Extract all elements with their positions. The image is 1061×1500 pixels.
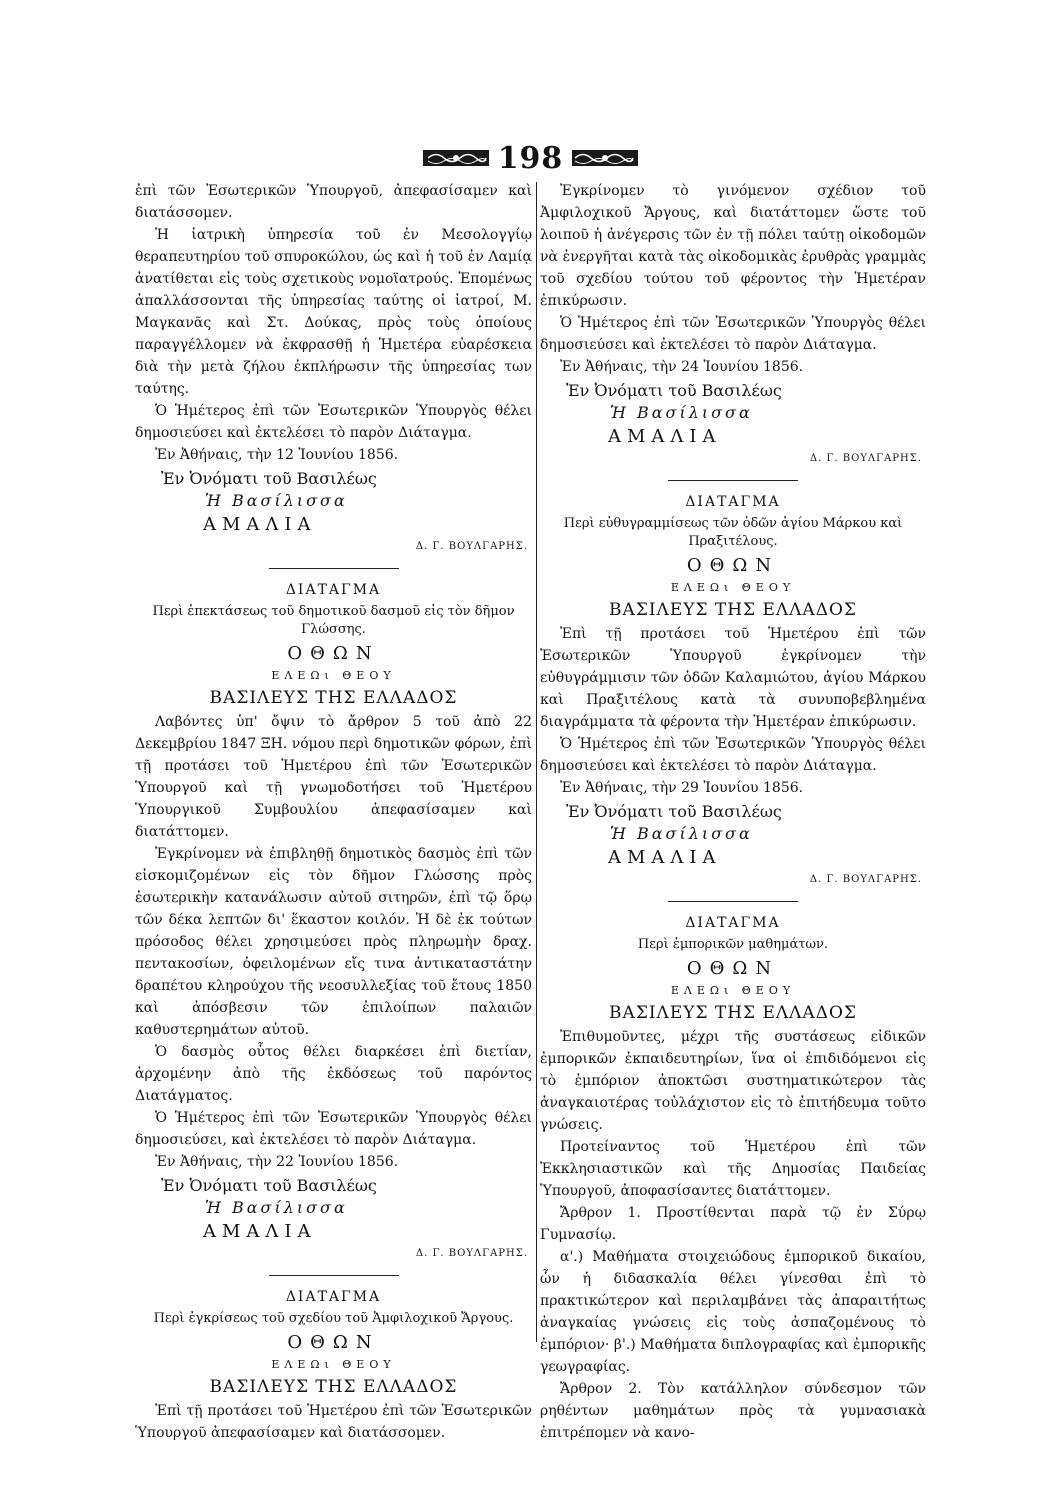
signature-title: Ἡ Βασίλισσα xyxy=(610,403,753,422)
paragraph: Ἐγκρίνομεν νὰ ἐπιβληθῇ δημοτικὸς δασμὸς ἐπὶ τῶν εἰσκομιζομένων εἰς τὸν δῆμον Γλώσσης πρὸς ἐσωτερικὴν κατανάλωσιν αὐτοῦ σιτηρῶν, ἐπὶ τῷ ὅρῳ τῶν δέκα λεπτῶν δι' ἕκαστον κοιλόν. Ἡ δὲ ἐκ τούτων πρόσοδος θέλει χρησιμεύσει πρὸς πληρωμὴν δραχ. πεντακοσίων, ὀφειλομένων εἴς τινα ἀντικαταστάτην δραπέτου κληρούχου τῆς νεοσυλλεξίας τοῦ ἔτους 1850 καὶ ἀπόσβεσιν τῶν ἐπιλοίπων παλαιῶν καθυστερημάτων αὐτοῦ. xyxy=(135,846,532,1038)
paragraph: Ὁ δασμὸς οὗτος θέλει διαρκέσει ἐπὶ διετίαν, ἀρχομένην ἀπὸ τῆς ἐκδόσεως τοῦ παρόντος Διατάγματος. xyxy=(135,1044,532,1104)
king-title: ΒΑΣΙΛΕΥΣ ΤΗΣ ΕΛΛΑΔΟΣ xyxy=(609,600,857,620)
decree-subtitle: Περὶ εὐθυγραμμίσεως τῶν ὁδῶν ἁγίου Μάρκου καὶ Πραξιτέλους. xyxy=(563,516,903,549)
signature-heading: Ἐν Ὀνόματι τοῦ Βασιλέως xyxy=(161,1176,377,1195)
paragraph: Ὁ Ἡμέτερος ἐπὶ τῶν Ἐσωτερικῶν Ὑπουργὸς θέλει δημοσιεύσει, καὶ ἐκτελέσει τὸ παρὸν Διάταγμα. xyxy=(135,1110,532,1148)
paragraph: Ἄρθρον 1. Προστίθενται παρὰ τῷ ἐν Σύρῳ Γυμνασίῳ. xyxy=(540,1205,926,1243)
paragraph: Ὁ Ἡμέτερος ἐπὶ τῶν Ἐσωτερικῶν Ὑπουργὸς θέλει δημοσιεύσει καὶ ἐκτελέσει τὸ παρὸν Διάταγμα. xyxy=(135,403,532,441)
paragraph: Ἄρθρον 2. Τὸν κατάλληλον σύνδεσμον τῶν ρηθέντων μαθημάτων πρὸς τὰ γυμνασιακὰ ἐπιτρέπομεν νὰ κανο- xyxy=(540,1381,926,1441)
decree-title: ΔΙΑΤΑΓΜΑ xyxy=(685,494,781,510)
section-divider xyxy=(269,568,399,569)
paragraph: Ἐπὶ τῇ προτάσει τοῦ Ἡμετέρου ἐπὶ τῶν Ἐσωτερικῶν Ὑπουργοῦ ἀπεφασίσαμεν καὶ διατάσσομεν. xyxy=(135,1403,532,1441)
king-title: ΒΑΣΙΛΕΥΣ ΤΗΣ ΕΛΛΑΔΟΣ xyxy=(209,1377,458,1397)
king-title: ΒΑΣΙΛΕΥΣ ΤΗΣ ΕΛΛΑΔΟΣ xyxy=(609,1003,857,1023)
grace-of-god: ΕΛΕΩι ΘΕΟΥ xyxy=(670,984,796,997)
ornament-left-icon xyxy=(422,148,490,168)
date-line: Ἐν Ἀθήναις, τὴν 29 Ἰουνίου 1856. xyxy=(560,780,804,796)
column-divider xyxy=(536,182,537,1342)
decree-title: ΔΙΑΤΑΓΜΑ xyxy=(285,582,382,598)
date-line: Ἐν Ἀθήναις, τὴν 22 Ἰουνίου 1856. xyxy=(155,1154,399,1170)
section-divider xyxy=(668,480,798,481)
king-name: ΟΘΩΝ xyxy=(287,1332,380,1353)
signature-title: Ἡ Βασίλισσα xyxy=(205,1198,348,1217)
minister-signature: Δ. Γ. ΒΟΥΛΓΑΡΗΣ. xyxy=(809,874,922,885)
paragraph: Λαβόντες ὑπ' ὄψιν τὸ ἄρθρον 5 τοῦ ἀπὸ 22 Δεκεμβρίου 1847 ΞΗ. νόμου περὶ δημοτικῶν φόρων, ἐπὶ τῇ προτάσει τοῦ Ἡμετέρου ἐπὶ τῶν Ἐσωτερικῶν Ὑπουργοῦ καὶ τῇ γνωμοδοτήσει τοῦ Ἡμετέρου Ὑπουργικοῦ Συμβουλίου ἀπεφασίσαμεν καὶ διατάττομεν. xyxy=(135,714,532,840)
grace-of-god: ΕΛΕΩι ΘΕΟΥ xyxy=(271,669,396,682)
decree-title: ΔΙΑΤΑΓΜΑ xyxy=(685,915,781,931)
paragraph: Ἐπιθυμοῦντες, μέχρι τῆς συστάσεως εἰδικῶν ἐμπορικῶν ἐκπαιδευτηρίων, ἵνα οἱ ἐπιδιδόμενοι εἰς τὸ ἐμπόριον ἀποκτῶσι συστηματικώτερον τὰς ἀναγκαιοτέρας τοὐλάχιστον εἰς τὸ ἐπιτήδευμα τοῦτο γνώσεις. xyxy=(540,1029,926,1133)
signature-heading: Ἐν Ὀνόματι τοῦ Βασιλέως xyxy=(161,469,377,488)
left-column xyxy=(135,180,532,1444)
signature-name: ΑΜΑΛΙΑ xyxy=(203,514,317,535)
section-divider xyxy=(668,901,798,902)
date-line: Ἐν Ἀθήναις, τὴν 24 Ἰουνίου 1856. xyxy=(560,359,804,375)
paragraph: Ἐπὶ τῇ προτάσει τοῦ Ἡμετέρου ἐπὶ τῶν Ἐσωτερικῶν Ὑπουργοῦ ἐγκρίνομεν τὴν εὐθυγράμμισιν τῶν ὁδῶν Καλαμιώτου, ἁγίου Μάρκου καὶ Πραξιτέλους κατὰ τὰ συνυποβεβλημένα διαγράμματα τὰ φέροντα τὴν Ἡμετέραν ἐπικύρωσιν. xyxy=(540,626,926,730)
signature-title: Ἡ Βασίλισσα xyxy=(610,824,753,843)
minister-signature: Δ. Γ. ΒΟΥΛΓΑΡΗΣ. xyxy=(809,453,922,464)
paragraph: α'.) Μαθήματα στοιχειώδους ἐμπορικοῦ δικαίου, ὧν ἡ διδασκαλία θέλει γίνεσθαι ἐπὶ τὸ πρακτικώτερον καὶ περιλαμβάνει τὰς ἀπαραιτήτως ἀναγκαίας γνώσεις εἰς τοὺς ἀσπαζομένους τὸ ἐμπόριον· β'.) Μαθήματα διπλογραφίας καὶ ἐμπορικῆς γεωγραφίας. xyxy=(540,1249,926,1375)
minister-signature: Δ. Γ. ΒΟΥΛΓΑΡΗΣ. xyxy=(415,1248,528,1259)
signature-name: ΑΜΑΛΙΑ xyxy=(608,847,722,868)
decree-subtitle: Περὶ ἐγκρίσεως τοῦ σχεδίου τοῦ Ἀμφιλοχικοῦ Ἄργους. xyxy=(153,1311,514,1326)
paragraph: Ἐγκρίνομεν τὸ γινόμενον σχέδιον τοῦ Ἀμφιλοχικοῦ Ἄργους, καὶ διατάττομεν ὥστε τοῦ λοιποῦ ἡ ἀνέγερσις τῶν ἐν τῇ πόλει ταύτῃ οἰκοδομῶν νὰ ἐνεργῆται κατὰ τὰς οἰκοδομικὰς ἐρυθρὰς γραμμὰς τοῦ σχεδίου τούτου τοῦ φέροντος τὴν Ἡμετέραν ἐπικύρωσιν. xyxy=(540,183,926,309)
page-header xyxy=(0,138,1061,178)
signature-name: ΑΜΑΛΙΑ xyxy=(608,426,722,447)
decree-subtitle: Περὶ ἐμπορικῶν μαθημάτων. xyxy=(637,937,829,952)
right-column xyxy=(540,180,926,1444)
grace-of-god: ΕΛΕΩι ΘΕΟΥ xyxy=(670,581,796,594)
grace-of-god: ΕΛΕΩι ΘΕΟΥ xyxy=(271,1358,396,1371)
decree-subtitle: Περὶ ἐπεκτάσεως τοῦ δημοτικοῦ δασμοῦ εἰς τὸν δῆμον Γλώσσης. xyxy=(152,604,515,637)
paragraph: Ὁ Ἡμέτερος ἐπὶ τῶν Ἐσωτερικῶν Ὑπουργὸς θέλει δημοσιεύσει καὶ ἐκτελέσει τὸ παρὸν Διάταγμα. xyxy=(540,736,926,774)
page-number: 198 xyxy=(497,140,564,176)
signature-title: Ἡ Βασίλισσα xyxy=(205,491,348,510)
paragraph: Προτείναντος τοῦ Ἡμετέρου ἐπὶ τῶν Ἐκκλησιαστικῶν καὶ τῆς Δημοσίας Παιδείας Ὑπουργοῦ, ἀποφασίσαντες διατάττομεν. xyxy=(540,1139,926,1199)
minister-signature: Δ. Γ. ΒΟΥΛΓΑΡΗΣ. xyxy=(415,541,528,552)
section-divider xyxy=(269,1275,399,1276)
intro-text: ἐπὶ τῶν Ἐσωτερικῶν Ὑπουργοῦ, ἀπεφασίσαμεν καὶ διατάσσομεν. xyxy=(135,183,532,221)
ornament-right-icon xyxy=(571,148,639,168)
paragraph: Ἡ ἰατρικὴ ὑπηρεσία τοῦ ἐν Μεσολογγίῳ θεραπευτηρίου τοῦ σπυροκώλου, ὡς καὶ ἡ τοῦ ἐν Λαμίᾳ ἀνατίθεται εἰς τοὺς σχετικοὺς νομοϊατρούς. Ἑπομένως ἀπαλλάσσονται τῆς ὑπηρεσίας ταύτης οἱ ἰατροί, Μ. Μαγκανᾶς καὶ Στ. Δούκας, πρὸς τοὺς ὁποίους παραγγέλλομεν νὰ ἐκφρασθῇ ἡ Ἡμετέρα εὐαρέσκεια διὰ τὴν μετὰ ζήλου ἐκπλήρωσιν τῆς ὑπηρεσίας των ταύτης. xyxy=(135,227,532,397)
king-name: ΟΘΩΝ xyxy=(287,643,380,664)
decree-title: ΔΙΑΤΑΓΜΑ xyxy=(285,1289,382,1305)
king-name: ΟΘΩΝ xyxy=(686,555,780,576)
signature-heading: Ἐν Ὀνόματι τοῦ Βασιλέως xyxy=(566,802,782,821)
king-name: ΟΘΩΝ xyxy=(686,958,780,979)
paragraph: Ὁ Ἡμέτερος ἐπὶ τῶν Ἐσωτερικῶν Ὑπουργὸς θέλει δημοσιεύσει καὶ ἐκτελέσει τὸ παρὸν Διάταγμα. xyxy=(540,315,926,353)
signature-name: ΑΜΑΛΙΑ xyxy=(203,1221,317,1242)
signature-heading: Ἐν Ὀνόματι τοῦ Βασιλέως xyxy=(566,381,782,400)
king-title: ΒΑΣΙΛΕΥΣ ΤΗΣ ΕΛΛΑΔΟΣ xyxy=(209,688,458,708)
date-line: Ἐν Ἀθήναις, τὴν 12 Ἰουνίου 1856. xyxy=(155,447,399,463)
